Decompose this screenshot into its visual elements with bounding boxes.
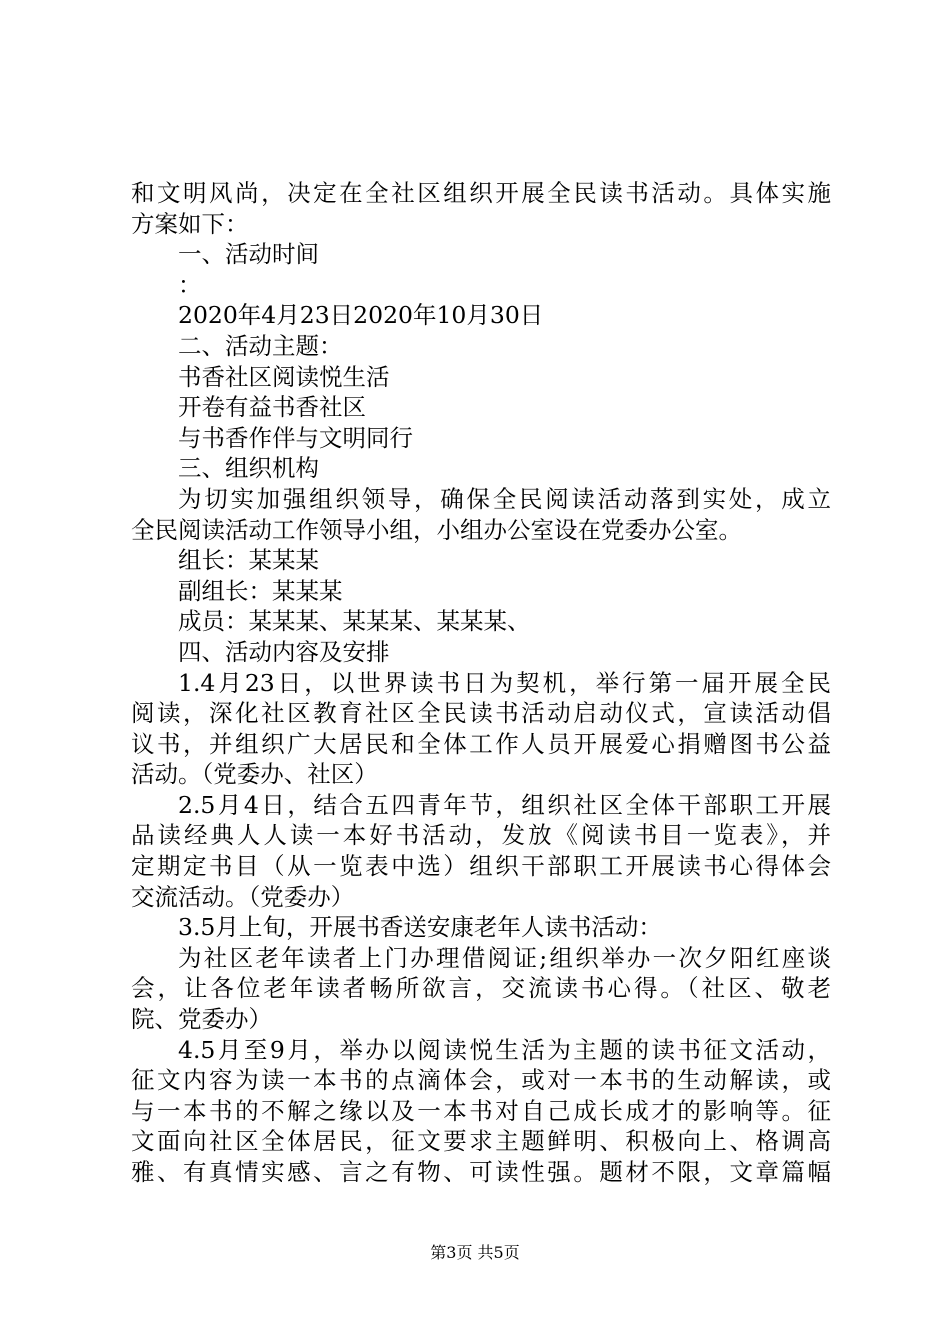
- text-line: 开卷有益书香社区: [178, 393, 366, 422]
- text-line: 1.4月23日，以世界读书日为契机，举行第一届开展全民: [178, 668, 831, 697]
- text-line: 4.5月至9月，举办以阅读悦生活为主题的读书征文活动，: [178, 1035, 831, 1064]
- text-line: 雅、有真情实感、言之有物、可读性强。题材不限，文章篇幅: [131, 1158, 831, 1186]
- text-line: 3.5月上旬，开展书香送安康老年人读书活动：: [178, 913, 662, 942]
- text-line: 四、活动内容及安排: [178, 637, 390, 666]
- text-line: 定期定书目（从一览表中选）组织干部职工开展读书心得体会: [131, 852, 831, 881]
- text-line: 成员：某某某、某某某、某某某、: [178, 607, 531, 636]
- text-line: 一、活动时间: [178, 240, 319, 269]
- text-line: 议书，并组织广大居民和全体工作人员开展爱心捐赠图书公益: [131, 729, 831, 758]
- text-line: 全民阅读活动工作领导小组，小组办公室设在党委办公室。: [131, 515, 742, 544]
- text-line: 交流活动。（党委办）: [131, 882, 355, 911]
- text-line: 和文明风尚，决定在全社区组织开展全民读书活动。具体实施: [131, 179, 831, 207]
- text-line: ：: [178, 270, 202, 299]
- text-line: 活动。（党委办、社区）: [131, 760, 378, 789]
- text-line: 副组长：某某某: [178, 576, 343, 605]
- text-line: 书香社区阅读悦生活: [178, 362, 390, 391]
- text-line: 与一本书的不解之缘以及一本书对自己成长成才的影响等。征: [131, 1096, 831, 1125]
- text-line: 2020年4月23日2020年10月30日: [178, 301, 544, 330]
- text-line: 与书香作伴与文明同行: [178, 423, 413, 452]
- text-line: 品读经典人人读一本好书活动，发放《阅读书目一览表》，并: [131, 821, 831, 850]
- document-body: [131, 178, 831, 1188]
- text-line: 征文内容为读一本书的点滴体会，或对一本书的生动解读，或: [131, 1066, 831, 1095]
- text-line: 方案如下：: [131, 209, 249, 238]
- text-line: 院、党委办）: [131, 1005, 272, 1034]
- text-line: 文面向社区全体居民，征文要求主题鲜明、积极向上、格调高: [131, 1127, 831, 1156]
- text-line: 三、组织机构: [178, 454, 319, 483]
- text-line: 二、活动主题：: [178, 331, 343, 360]
- text-line: 阅读，深化社区教育社区全民读书活动启动仪式，宣读活动倡: [131, 699, 831, 728]
- text-line: 2.5月4日，结合五四青年节，组织社区全体干部职工开展: [178, 790, 831, 819]
- text-line: 为社区老年读者上门办理借阅证;组织举办一次夕阳红座谈: [178, 943, 831, 972]
- text-line: 组长：某某某: [178, 546, 319, 575]
- text-line: 为切实加强组织领导，确保全民阅读活动落到实处，成立: [178, 484, 831, 513]
- page-footer: 第3页 共5页: [430, 1243, 520, 1262]
- text-line: 会，让各位老年读者畅所欲言，交流读书心得。（社区、敬老: [131, 974, 831, 1003]
